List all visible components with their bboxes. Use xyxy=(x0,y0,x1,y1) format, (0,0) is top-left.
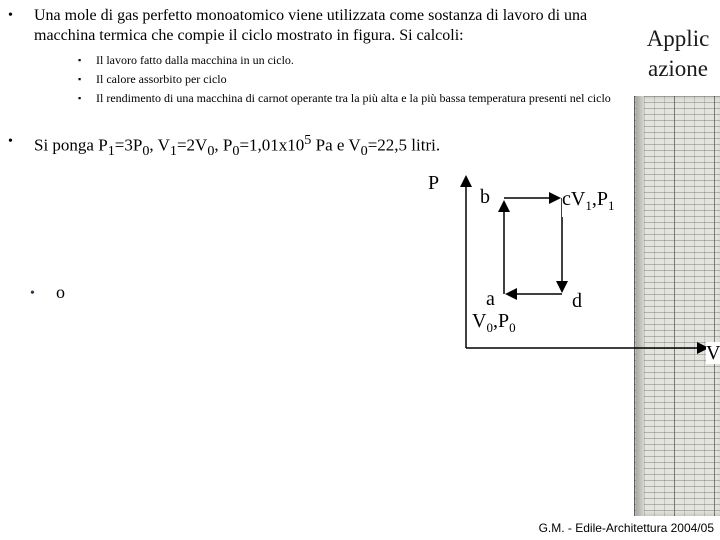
task-text: Il lavoro fatto dalla macchina in un ciclo. xyxy=(96,53,294,67)
problem-statement: Una mole di gas perfetto monoatomico viene utilizzata come sostanza di lavoro di una macchina termica che compie il ciclo mostrato in figura. Si calcoli: xyxy=(34,7,588,44)
slide-title-text: Applic azione xyxy=(646,26,710,81)
cycle-path xyxy=(504,198,562,294)
v0-p0-label: $V_0,P_0$ xyxy=(472,310,516,339)
axis-v-label: V xyxy=(706,342,720,364)
bullet-icon: • xyxy=(8,8,13,23)
axis-p-label: P xyxy=(424,172,443,194)
square-bullet-icon: ▪ xyxy=(78,55,82,65)
bullet-icon: • xyxy=(30,286,35,301)
square-bullet-icon: ▪ xyxy=(78,74,82,84)
task-text: Il calore assorbito per ciclo xyxy=(96,72,227,86)
bullet-icon: • xyxy=(8,134,13,149)
point-d-label: d xyxy=(572,290,582,312)
footer: G.M. - Edile-Architettura 2004/05 xyxy=(450,516,720,540)
task-text: Il rendimento di una macchina di carnot operante tra la più alta e la più bassa temperatura presenti nel ciclo xyxy=(96,91,611,105)
point-b-label: b xyxy=(480,186,490,208)
second-bullet-text: o xyxy=(56,282,65,302)
given-values: Si ponga $P_1=3P_0$, $V_1=2V_0$, $P_0=1,01x10^5$ Pa e $V_0=22,5$ litri. xyxy=(34,132,441,160)
square-bullet-icon: ▪ xyxy=(78,93,82,103)
point-c-label: $cV_1,P_1$ xyxy=(562,188,614,217)
point-a-label: a xyxy=(486,288,495,310)
